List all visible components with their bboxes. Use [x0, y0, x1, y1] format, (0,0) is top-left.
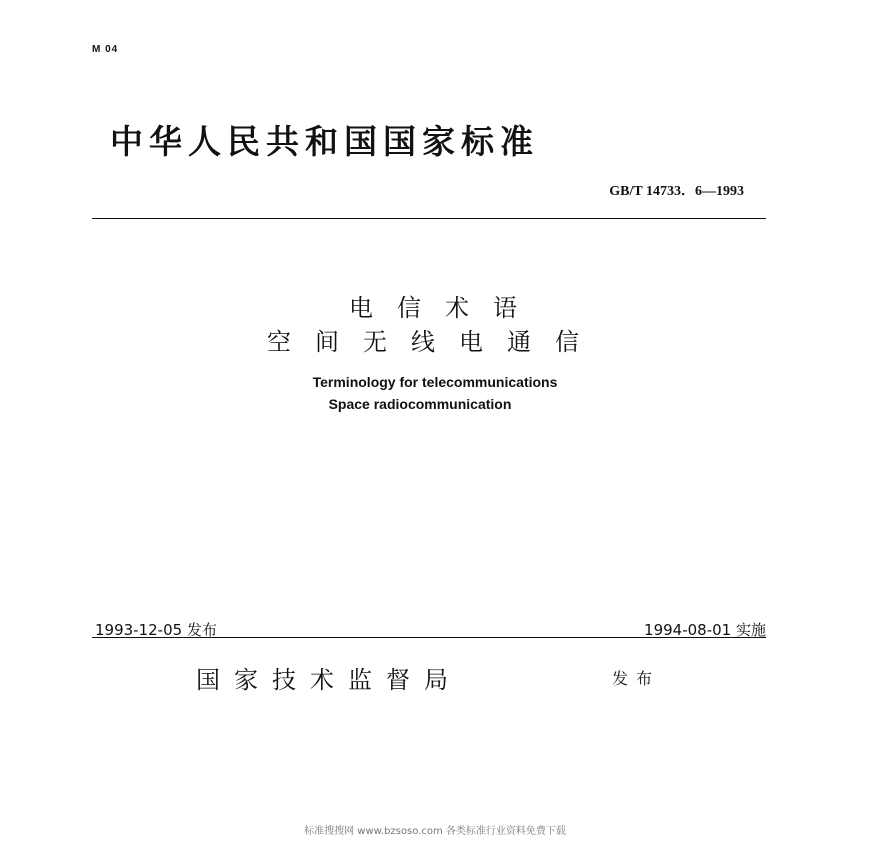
title-en-line1: Terminology for telecommunications — [312, 374, 558, 390]
publish-label: 发布 — [612, 669, 661, 688]
title-cn-line2: 空间无线电通信 — [267, 328, 603, 356]
top-divider — [92, 218, 766, 219]
classification-code: M 04 — [92, 44, 119, 55]
national-standard-title: 中华人民共和国国家标准 — [110, 122, 539, 161]
publisher-name: 国家技术监督局 — [196, 666, 462, 694]
standard-number: GB/T 14733．6—1993 — [609, 184, 744, 199]
implementation-date: 1994-08-01 实施 — [644, 621, 766, 639]
issue-date: 1993-12-05 发布 — [95, 621, 217, 639]
bottom-divider — [92, 637, 766, 638]
title-cn-line1: 电信术语 — [349, 294, 541, 322]
title-en-line2: Space radiocommunication — [328, 396, 512, 412]
watermark-text: 标准搜搜网 www.bzsoso.com 各类标准行业资料免费下载 — [304, 826, 566, 837]
